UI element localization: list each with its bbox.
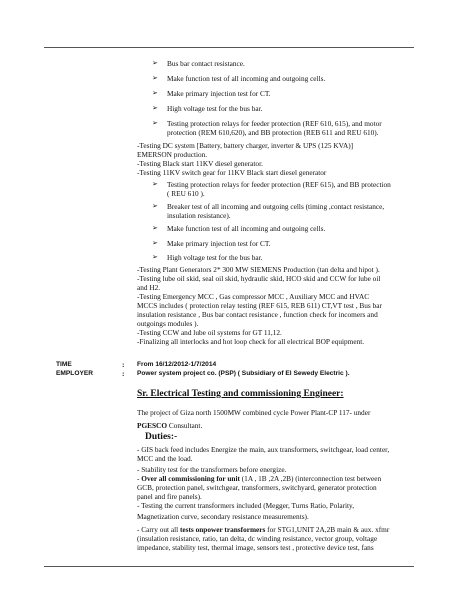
bullet-text: Make primary injection test for CT. [167, 89, 271, 98]
arrow-bullet-icon: ➢ [152, 104, 158, 112]
bottom-rule [44, 566, 414, 567]
text-line: outgoings modules ). [137, 319, 199, 328]
text-line: and H2. [137, 283, 161, 292]
arrow-bullet-icon: ➢ [152, 119, 158, 127]
duty-rest: for STG1,UNIT 2A,2B main & aux. xfmr [265, 525, 390, 534]
text-line: -Testing lube oil skid, seal oil skid, hydraulic skid, HCO skid and CCW for lube oil [137, 274, 381, 283]
bullet-text: Make function test of all incoming and outgoing cells. [167, 224, 326, 233]
arrow-bullet-icon: ➢ [152, 202, 158, 210]
arrow-bullet-icon: ➢ [152, 59, 158, 67]
text-line: MCCS includes ( protection relay testing (REF 615, REB 611) CT,VT test , Bus bar [137, 301, 382, 310]
employer-label: EMPLOYER [56, 370, 94, 377]
project-consultant: Consultant. [167, 421, 203, 430]
duty-prefix: - [137, 474, 142, 483]
time-label: TIME [56, 361, 72, 368]
text-line: -Finalizing all interlocks and hot loop check for all electrical BOP equipment. [137, 337, 365, 346]
employer-value: Power system project co. (PSP) ( Subsidiary of El Sewedy Electric ). [137, 370, 350, 377]
bullet-text: High voltage test for the bus bar. [167, 253, 263, 262]
project-line [137, 421, 202, 430]
text-line: -Testing Plant Generators 2* 300 MW SIEMENS Production (tan delta and hipot ). [137, 265, 380, 274]
duty-line: GCB, protection panel, switchgear, transformers, switchyard, generator protection [137, 483, 377, 492]
duty-line: - GIS back feed includes Energize the main, aux transformers, switchgear, load center, [137, 445, 390, 454]
duty-line: (insulation resistance, ratio, tan delta, dc winding resistance, vector group, voltage [137, 534, 378, 543]
duty-line [137, 525, 389, 534]
bullet-text: Breaker test of all incoming and outgoing cells (timing ,contact resistance, [167, 202, 385, 211]
duty-line: - Testing the current transformers included (Megger, Turns Ratio, Polarity, [137, 501, 355, 510]
bullet-text: Bus bar contact resistance. [167, 59, 245, 68]
duty-line: panel and fire panels). [137, 492, 202, 501]
arrow-bullet-icon: ➢ [152, 253, 158, 261]
duty-bold: tests onpower transformers [179, 525, 266, 534]
time-colon: : [122, 360, 125, 369]
arrow-bullet-icon: ➢ [152, 89, 158, 97]
bullet-text: insulation resistance). [167, 211, 231, 220]
text-line: -Testing 11KV switch gear for 11KV Black start diesel generator [137, 168, 327, 177]
duty-line: - Stability test for the transformers before energize. [137, 465, 287, 474]
duty-line: impedance, stability test, thermal image, sensors test , protective device test, fans [137, 543, 374, 552]
bullet-text: Make function test of all incoming and outgoing cells. [167, 74, 326, 83]
duty-line: Magnetization curve, secondary resistance measurements). [137, 512, 309, 521]
bullet-text: High voltage test for the bus bar. [167, 104, 263, 113]
bullet-text: ( REU 610 ). [167, 189, 205, 198]
arrow-bullet-icon: ➢ [152, 74, 158, 82]
text-line: -Testing Black start 11KV diesel generator. [137, 159, 263, 168]
duty-line: MCC and the load. [137, 454, 193, 463]
duty-bold: Over all commissioning for unit [141, 474, 240, 483]
project-company: PGESCO [137, 421, 168, 430]
duties-heading: Duties:- [145, 432, 178, 442]
duty-rest: (1A , 1B ,2A ,2B) (interconnection test between [239, 474, 382, 483]
text-line: -Testing Emergency MCC , Gas compressor MCC , Auxiliary MCC and HVAC [137, 292, 370, 301]
bullet-text: Make primary injection test for CT. [167, 239, 271, 248]
time-value: From 16/12/2012-1/7/2014 [137, 361, 217, 368]
bullet-text: protection (REM 610,620), and BB protection (REB 611 and REU 610). [167, 128, 379, 137]
duty-prefix: - Carry out all [137, 525, 180, 534]
project-line: The project of Giza north 1500MW combined cycle Power Plant-CP 117- under [137, 408, 371, 417]
text-line: insulation resistance , Bus bar contact resistance , function check for incomers and [137, 310, 378, 319]
employer-colon: : [122, 369, 125, 378]
bullet-text: Testing protection relays for feeder protection (REF 615), and BB protection [167, 180, 391, 189]
position-title: Sr. Electrical Testing and commissioning Engineer: [137, 389, 344, 399]
bullet-text: Testing protection relays for feeder protection (REF 610, 615), and motor [167, 119, 382, 128]
text-line: -Testing DC system [Battery, battery charger, inverter & UPS (125 KVA)] [137, 141, 354, 150]
arrow-bullet-icon: ➢ [152, 180, 158, 188]
duty-line [137, 474, 381, 483]
text-line: EMERSON production. [137, 150, 208, 159]
text-line: -Testing CCW and lube oil systems for GT 11,12. [137, 328, 282, 337]
arrow-bullet-icon: ➢ [152, 224, 158, 232]
arrow-bullet-icon: ➢ [152, 239, 158, 247]
